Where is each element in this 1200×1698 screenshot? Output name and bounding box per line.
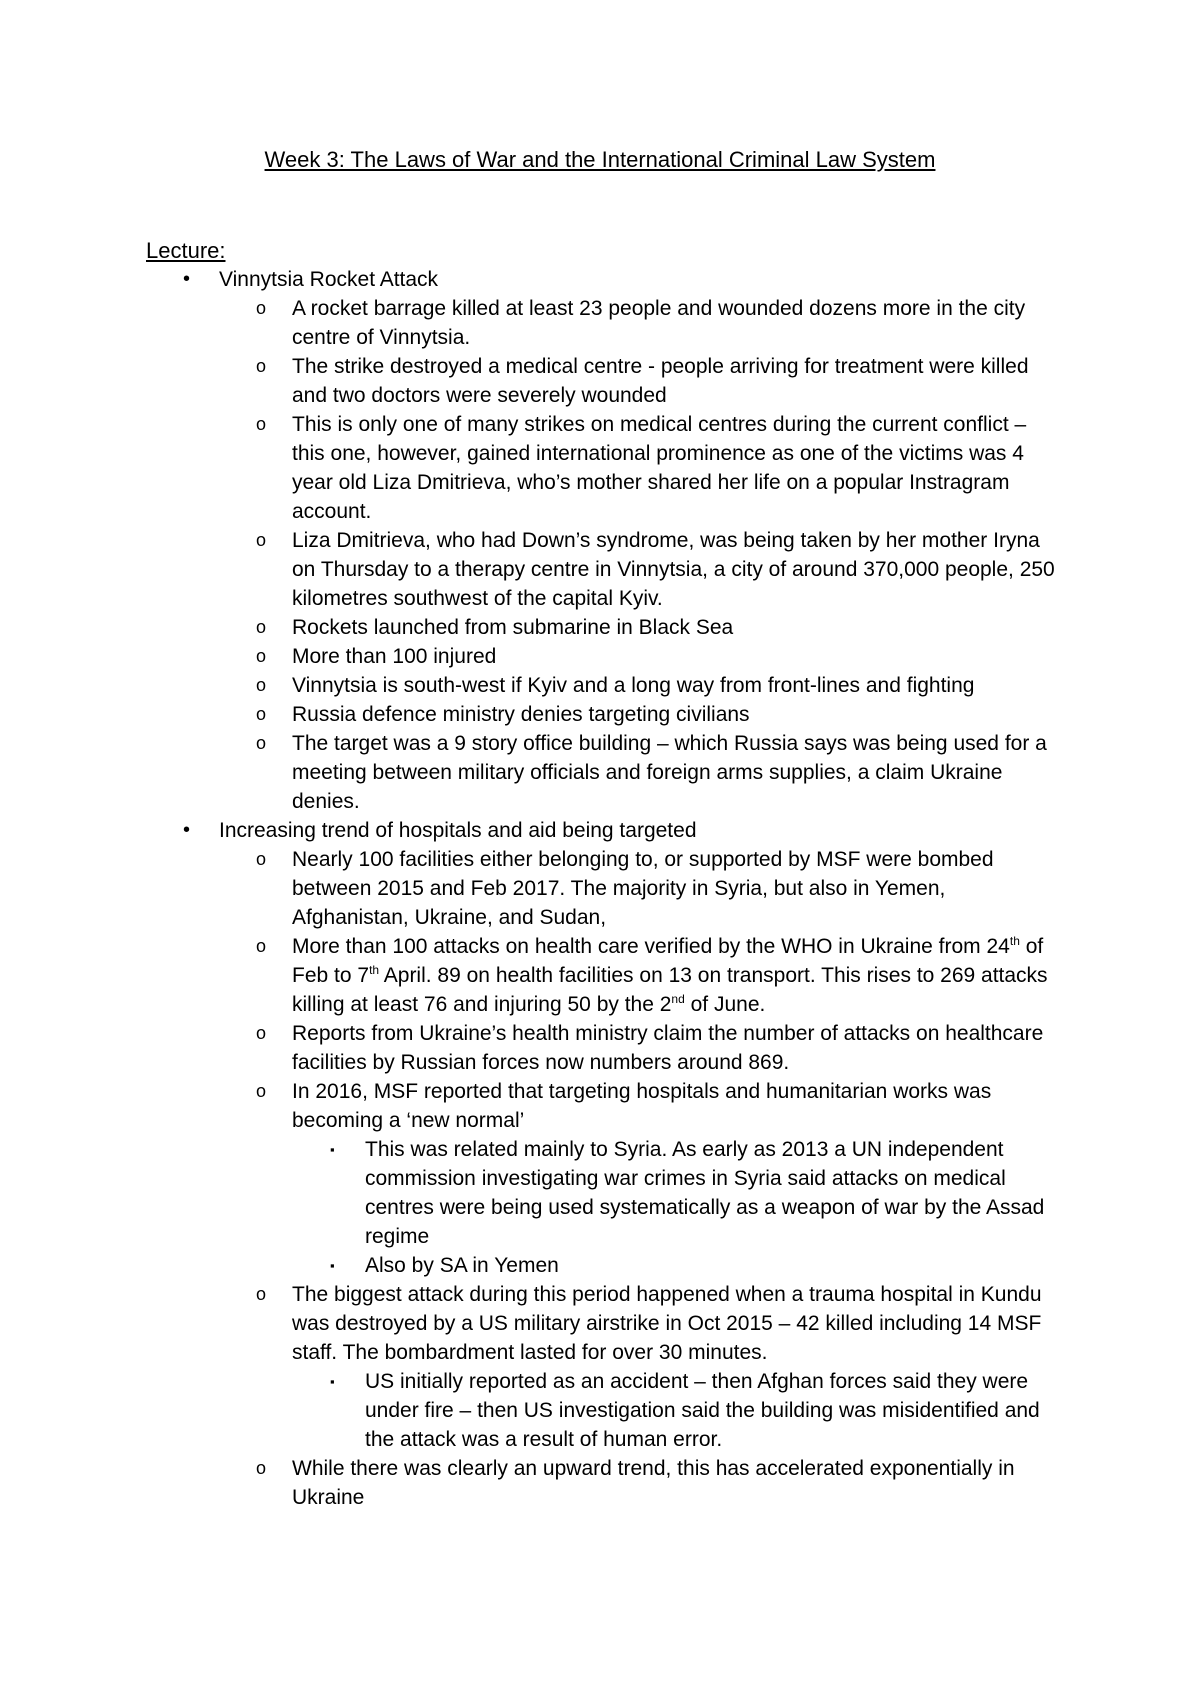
list-item	[0, 1454, 1062, 1512]
bullet-marker: o	[256, 849, 267, 869]
list-item	[0, 352, 1062, 410]
list-item	[0, 1019, 1062, 1077]
list-item-text: Liza Dmitrieva, who had Down’s syndrome, was being taken by her mother Iryna on Thursday to a therapy centre in Vinnytsia, a city of around 370,000 people, 250 kilometres southwest of the capital Kyiv.	[292, 529, 1055, 610]
list-item-text: The biggest attack during this period happened when a trauma hospital in Kundu was destroyed by a US military airstrike in Oct 2015 – 42 killed including 14 MSF staff. The bombardment lasted for over 30 minutes.	[292, 1283, 1042, 1364]
list-item-text: Reports from Ukraine’s health ministry claim the number of attacks on healthcare facilities by Russian forces now numbers around 869.	[292, 1022, 1044, 1074]
bullet-marker: o	[256, 530, 267, 550]
list-item	[0, 526, 1062, 613]
list-item-text: More than 100 attacks on health care verified by the WHO in Ukraine from 24th of Feb to 7th April. 89 on health facilities on 13 on transport. This rises to 269 attacks killing at least 76 and injuring 50 by the 2nd of June.	[292, 934, 1048, 1016]
list-item-text: While there was clearly an upward trend, this has accelerated exponentially in Ukraine	[292, 1457, 1015, 1509]
list-item	[0, 1367, 1055, 1454]
list-item-text: A rocket barrage killed at least 23 people and wounded dozens more in the city centre of Vinnytsia.	[292, 297, 1026, 349]
bullet-marker: ▪	[330, 1258, 335, 1273]
list-item	[0, 1280, 1062, 1367]
bullet-list	[0, 265, 1200, 1512]
bullet-marker: o	[256, 1284, 267, 1304]
list-item	[0, 700, 1062, 729]
list-item-text: In 2016, MSF reported that targeting hospitals and humanitarian works was becoming a ‘new normal’	[292, 1080, 992, 1132]
bullet-marker: •	[183, 268, 191, 290]
bullet-marker: o	[256, 298, 267, 318]
list-item-text: Russia defence ministry denies targeting civilians	[292, 703, 750, 726]
bullet-marker: ▪	[330, 1142, 335, 1157]
list-item	[0, 816, 1059, 845]
bullet-marker: o	[256, 733, 267, 753]
bullet-marker: o	[256, 356, 267, 376]
list-item-text: The target was a 9 story office building – which Russia says was being used for a meeting between military officials and foreign arms supplies, a claim Ukraine denies.	[292, 732, 1047, 813]
bullet-marker: o	[256, 675, 267, 695]
list-item-text: Vinnytsia is south-west if Kyiv and a long way from front-lines and fighting	[292, 674, 975, 697]
list-item-text: Vinnytsia Rocket Attack	[219, 268, 439, 291]
bullet-marker: o	[256, 704, 267, 724]
list-item	[0, 1135, 1055, 1251]
list-item-text: US initially reported as an accident – then Afghan forces said they were under fire – then US investigation said the building was misidentified and the attack was a result of human error.	[365, 1370, 1040, 1451]
bullet-marker: o	[256, 1081, 267, 1101]
bullet-marker: o	[256, 936, 267, 956]
list-item	[0, 729, 1062, 816]
list-item	[0, 1251, 1055, 1280]
bullet-marker: o	[256, 617, 267, 637]
list-item-text: Increasing trend of hospitals and aid being targeted	[219, 819, 697, 842]
list-item	[0, 294, 1062, 352]
list-item-text: More than 100 injured	[292, 645, 497, 668]
list-item	[0, 671, 1062, 700]
list-item-text: This is only one of many strikes on medical centres during the current conflict – this one, however, gained international prominence as one of the victims was 4 year old Liza Dmitrieva, who’s mother shared her life on a popular Instragram account.	[292, 413, 1027, 523]
list-item	[0, 613, 1062, 642]
bullet-marker: o	[256, 1458, 267, 1478]
bullet-marker: ▪	[330, 1374, 335, 1389]
list-item	[0, 642, 1062, 671]
document-title: Week 3: The Laws of War and the International Criminal Law System	[264, 147, 936, 172]
list-item-text: Also by SA in Yemen	[365, 1254, 559, 1277]
bullet-marker: o	[256, 646, 267, 666]
bullet-marker: o	[256, 1023, 267, 1043]
list-item-text: The strike destroyed a medical centre - people arriving for treatment were killed and two doctors were severely wounded	[292, 355, 1029, 407]
bullet-marker: o	[256, 414, 267, 434]
list-item-text: This was related mainly to Syria. As early as 2013 a UN independent commission investigating war crimes in Syria said attacks on medical centres were being used systematically as a weapon of war by the Assad regime	[365, 1138, 1045, 1248]
bullet-marker: •	[183, 819, 191, 841]
list-item	[0, 845, 1062, 932]
list-item	[0, 410, 1062, 526]
section-label: Lecture:	[146, 238, 226, 263]
list-item	[0, 265, 1059, 294]
list-item	[0, 932, 1062, 1019]
list-item-text: Nearly 100 facilities either belonging to, or supported by MSF were bombed between 2015 and Feb 2017. The majority in Syria, but also in Yemen, Afghanistan, Ukraine, and Sudan,	[292, 848, 994, 929]
list-item-text: Rockets launched from submarine in Black Sea	[292, 616, 734, 639]
list-item	[0, 1077, 1062, 1135]
